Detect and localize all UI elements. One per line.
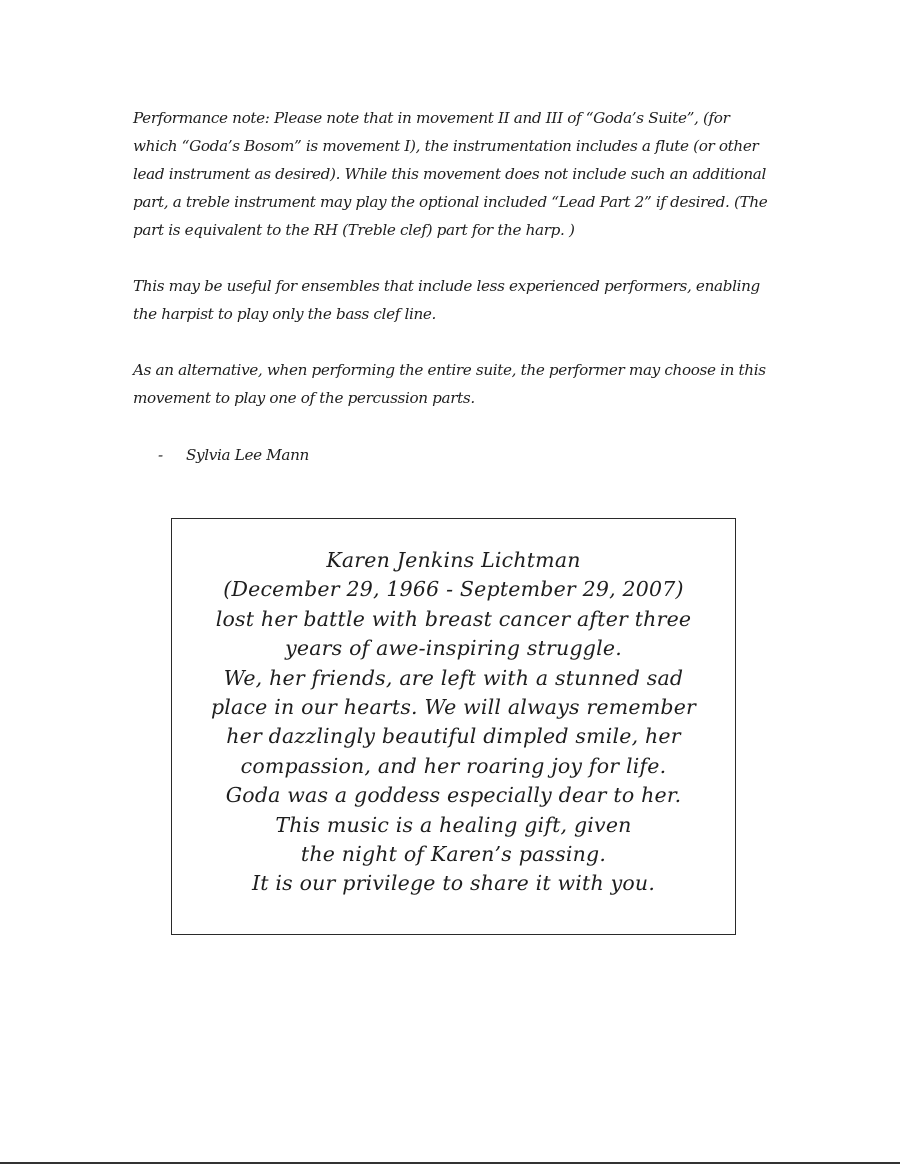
memorial-line-8: compassion, and her roaring joy for life.	[240, 753, 667, 778]
performance-note	[133, 104, 778, 440]
memorial-line-6: place in our hearts. We will always remember	[210, 695, 697, 720]
memorial-line-12: It is our privilege to share it with you.	[251, 871, 656, 896]
memorial-box	[171, 518, 736, 935]
memorial-name: Karen Jenkins Lichtman	[326, 548, 581, 572]
signature-dash: -	[158, 446, 163, 464]
memorial-dates: (December 29, 1966 - September 29, 2007)	[223, 577, 684, 602]
memorial-line-3: lost her battle with breast cancer after three	[215, 606, 692, 631]
memorial-line-5: We, her friends, are left with a stunned sad	[223, 665, 684, 690]
memorial-line-10: This music is a healing gift, given	[275, 812, 632, 837]
memorial-line-4: years of awe-inspiring struggle.	[285, 636, 622, 661]
performance-note-paragraph-2: This may be useful for ensembles that include less experienced performers, enabling the harpist to play only the bass clef line.	[133, 277, 760, 323]
performance-note-paragraph-1: Performance note: Please note that in movement II and III of “Goda’s Suite”, (for which “Goda’s Bosom” is movement I), the instrumentation includes a flute (or other lead instrument as desired). While this movement does not include such an additional part, a treble instrument may play the optional included “Lead Part 2” if desired. (The part is equivalent to the RH (Treble clef) part for the harp. )	[133, 109, 768, 239]
signature-line	[158, 441, 309, 469]
memorial-text	[172, 546, 735, 899]
memorial-line-9: Goda was a goddess especially dear to her.	[225, 783, 682, 808]
memorial-line-7: her dazzlingly beautiful dimpled smile, her	[226, 724, 681, 749]
memorial-line-11: the night of Karen’s passing.	[300, 842, 607, 867]
performance-note-paragraph-3: As an alternative, when performing the entire suite, the performer may choose in this movement to play one of the percussion parts.	[133, 361, 766, 407]
signature-name: Sylvia Lee Mann	[186, 446, 309, 464]
